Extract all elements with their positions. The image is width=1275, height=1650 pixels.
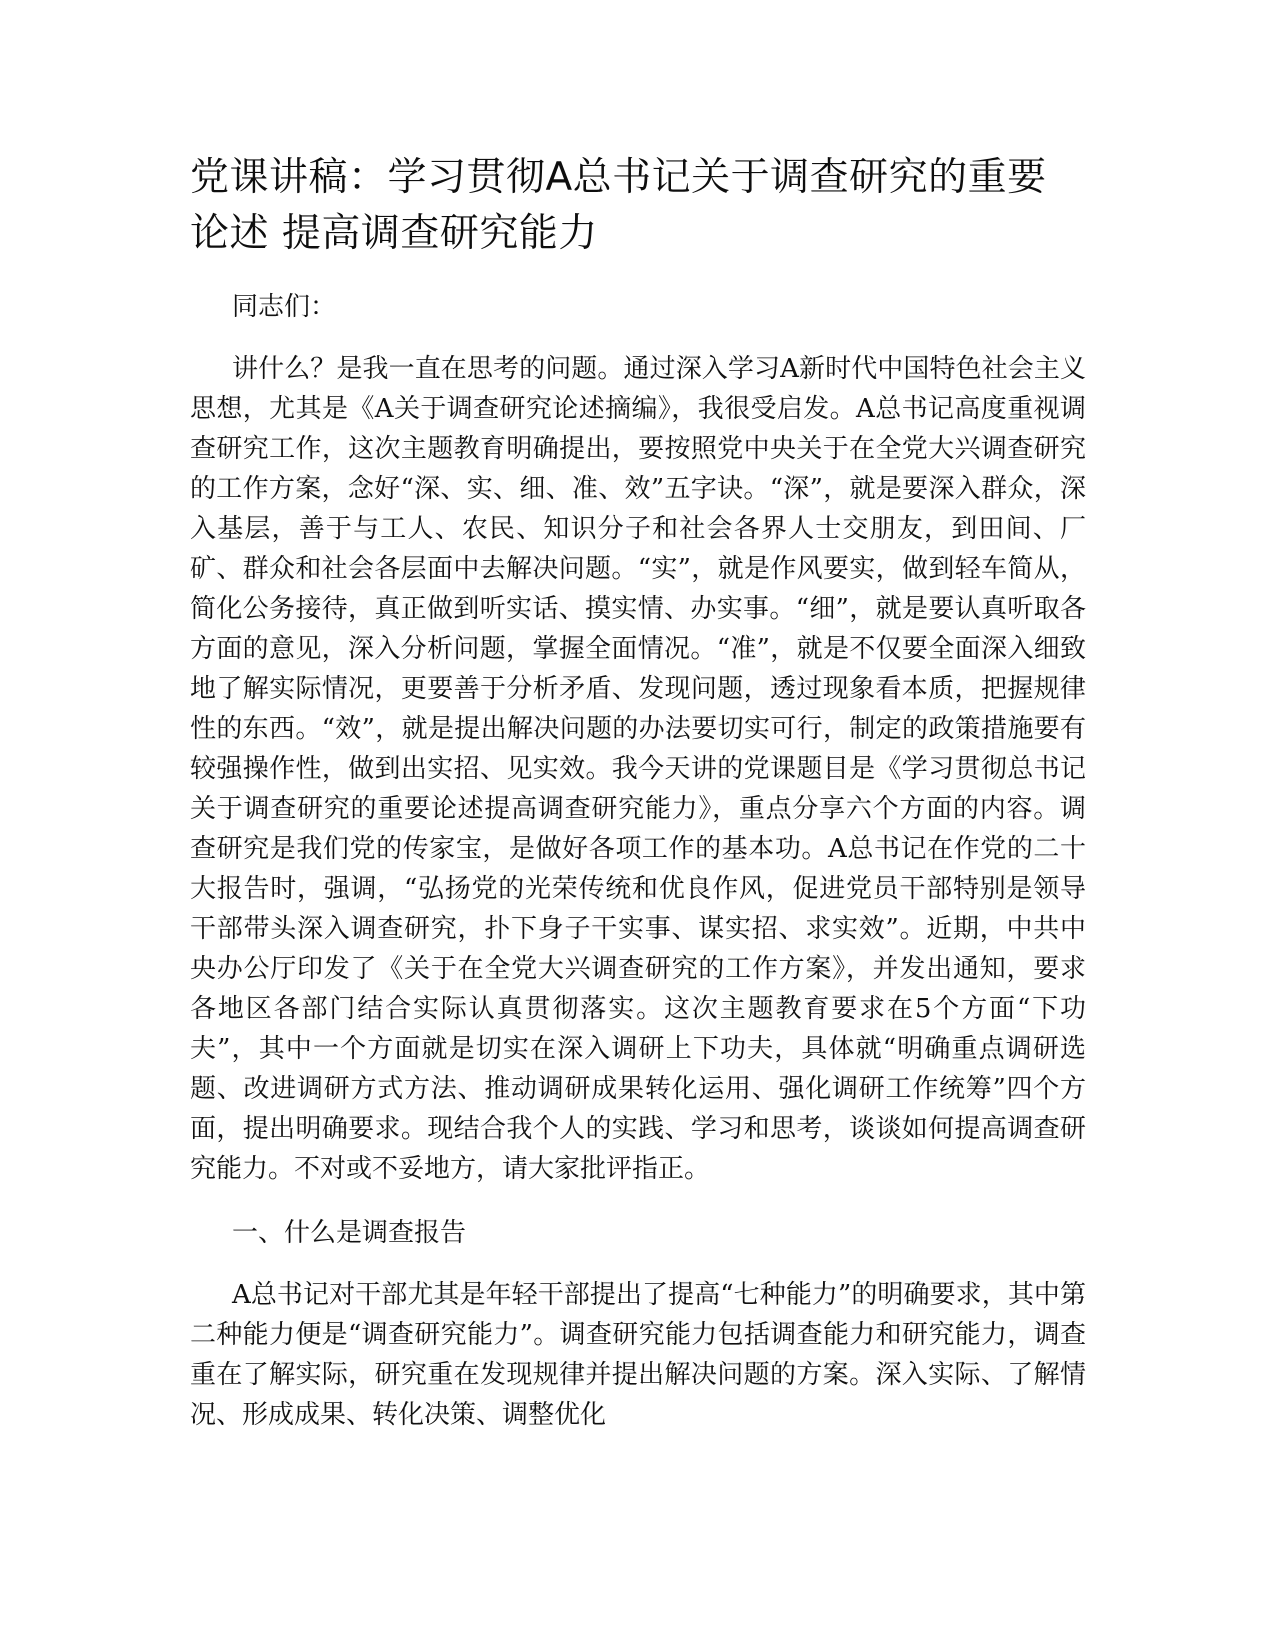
intro-paragraph: 讲什么？是我一直在思考的问题。通过深入学习A新时代中国特色社会主义思想，尤其是《A关于调查研究论述摘编》，我很受启发。A总书记高度重视调查研究工作，这次主题教育明确提出，要按照党中央关于在全党大兴调查研究的工作方案，念好“深、实、细、准、效”五字诀。“深”，就是要深入群众，深入基层，善于与工人、农民、知识分子和社会各界人士交朋友，到田间、厂矿、群众和社会各层面中去解决问题。“实”，就是作风要实，做到轻车简从，简化公务接待，真正做到听实话、摸实情、办实事。“细”，就是要认真听取各方面的意见，深入分析问题，掌握全面情况。“准”，就是不仅要全面深入细致地了解实际情况，更要善于分析矛盾、发现问题，透过现象看本质，把握规律性的东西。“效”，就是提出解决问题的办法要切实可行，制定的政策措施要有较强操作性，做到出实招、见实效。我今天讲的党课题目是《学习贯彻总书记关于调查研究的重要论述提高调查研究能力》，重点分享六个方面的内容。调查研究是我们党的传家宝，是做好各项工作的基本功。A总书记在作党的二十大报告时，强调，“弘扬党的光荣传统和优良作风，促进党员干部特别是领导干部带头深入调查研究，扑下身子干实事、谋实招、求实效”。近期，中共中央办公厅印发了《关于在全党大兴调查研究的工作方案》，并发出通知，要求各地区各部门结合实际认真贯彻落实。这次主题教育要求在5个方面“下功夫”，其中一个方面就是切实在深入调研上下功夫，具体就“明确重点调研选题、改进调研方式方法、推动调研成果转化运用、强化调研工作统筹”四个方面，提出明确要求。现结合我个人的实践、学习和思考，谈谈如何提高调查研究能力。不对或不妥地方，请大家批评指正。	[190, 354, 1086, 1184]
salutation: 同志们：	[232, 292, 337, 322]
section-heading: 一、什么是调查报告	[232, 1218, 467, 1248]
document-page	[190, 150, 1086, 1435]
document-title: 党课讲稿：学习贯彻A总书记关于调查研究的重要论述 提高调查研究能力	[190, 155, 1047, 256]
section-paragraph: A总书记对干部尤其是年轻干部提出了提高“七种能力”的明确要求，其中第二种能力便是“调查研究能力”。调查研究能力包括调查能力和研究能力，调查重在了解实际，研究重在发现规律并提出解决问题的方案。深入实际、了解情况、形成成果、转化决策、调整优化	[190, 1280, 1086, 1430]
